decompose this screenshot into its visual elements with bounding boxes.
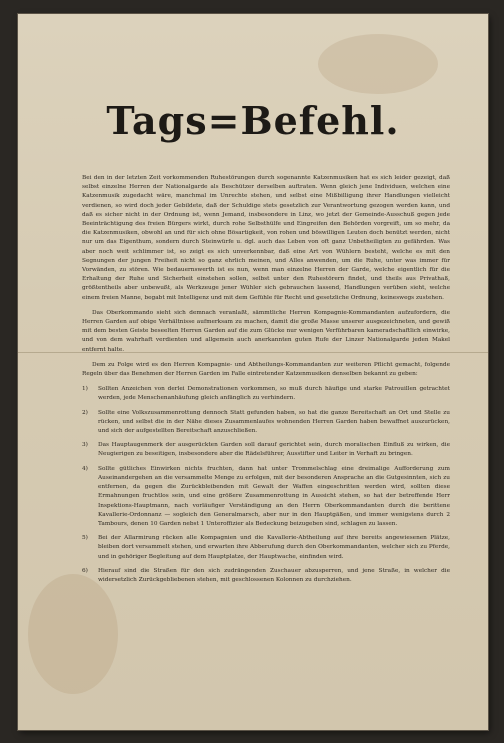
rule-item bbox=[82, 465, 450, 529]
document-sheet bbox=[18, 14, 488, 730]
paragraph-1: Bei den in der letzten Zeit vorkommenden Ruhestörungen durch sogenannte Katzenmusiken hat es sich leider gezeigt, daß selbst einzelne Herren der Nationalgarde als Beschützer derselben auftraten. Wenn gleich jene Individuen, welchen eine Katzenmusik zugedacht wäre, manchmal im Unrechte stehen, und selbst eine Mißbilligung ihrer Handlungen vielleicht verdienen, so wird doch jeder Gebildete, daß der Schuldige stets gesetzlich zur Verantwortung gezogen werden kann, und daß es sicher nicht in der Ordnung ist, wenn Jemand, insbesondere in Linz, wo jetzt der Gemeinde-Ausschuß gegen jede Beeinträchtigung des freien Bürgers wirkt, durch rohe Selbsthülfe und Eingreifen den Behörden vorgreift, um so mehr, da die Katzenmusiken, obwohl an und für sich ohne Bösartigkeit, von rohen und böswilligen Leuten doch benützt werden, nicht nur um das Eigenthum, sondern durch Steinwürfe u. dgl. auch das Leben von oft ganz Unbetheiligten zu gefährden. Was aber noch weit schlimmer ist, so zeigt es sich unverkennbar, daß eine Art von Wühlern besteht, welche es mit den Segnungen der jungen Freiheit nicht so ganz ehrlich meinen, und Alles anwenden, um die Ruhe, unter was immer für Vorwänden, zu stören. Wie bedauernswerth ist es nun, wenn man einzelne Herren der Garde, welche eigentlich für die Erhaltung der Ruhe und Sicherheit einstehen sollen, selbst unter den Ruhestörern findet, und theils aus Privathaß, größtentheils aber unbewußt, als Werkzeuge jener Wühler sich gebrauchen lassend, Handlungen verüben sieht, welche einem freien Manne, begabt mit Intelligenz und mit dem Gefühle für Recht und gesetzliche Ordnung, keineswegs zustehen. bbox=[82, 175, 450, 301]
rule-text: Sollten Anzeichen von derlei Demonstrationen vorkommen, so muß durch häufige und starke Patrouillen getrachtet werden, jede Menschenanhäufung gleich anfänglich zu verhindern. bbox=[98, 386, 450, 402]
rule-number: 4) bbox=[82, 465, 88, 472]
rule-text: Sollte gütliches Einwirken nichts fruchten, dann hat unter Trommelschlag eine dreimalige Aufforderung zum Auseinandergehen an die versammelte Menge zu erfolgen, mit der besonderen Ansprache an die Gutgesinnten, sich zu entfernen, da gegen die Zurückbleibenden mit Gewalt der Waffen eingeschritten werden wird, sollten diese Ermahnungen fruchtlos sein, und eine größere Zusammenrottung in Aussicht stehen, so hat der betreffende Herr Inspektions-Hauptmann, nach vorläufiger Verständigung an den Herrn Oberkommandanten durch die berittene Kavallerie-Ordonnanz — sogleich den Generalmarsch, aber nur in den Hauptgäßen, und immer wenigstens durch 2 Tambours, denen 10 Garden nebst 1 Unteroffizier als Bedeckung beizugeben sind, schlagen zu lassen. bbox=[98, 465, 450, 527]
rule-item bbox=[82, 409, 450, 437]
rule-text: Bei der Allarmirung rücken alle Kompagnien und die Kavallerie-Abtheilung auf ihre bereits angewiesenen Plätze, bleiben dort versammelt stehen, und erwarten ihre Abberufung durch den Oberkommandanten, welcher sich zu Pferde, und in gehöriger Begleitung auf dem Hauptplatze, der Hauptwache, einfinden wird. bbox=[98, 535, 450, 560]
paper-stain bbox=[318, 34, 438, 94]
rules-list bbox=[82, 385, 450, 585]
rule-number: 3) bbox=[82, 442, 88, 449]
document-title: Tags=Befehl. bbox=[106, 98, 400, 143]
rule-text: Hierauf sind die Straßen für den sich zudrängenden Zuschauer abzusperren, und jene Straße, in welcher die widersetzlich Zurückgebliebenen stehen, mit geschlossenen Kolonnen zu durchziehen. bbox=[98, 567, 450, 583]
rule-number: 5) bbox=[82, 535, 88, 542]
rule-number: 6) bbox=[82, 567, 88, 574]
rule-item bbox=[82, 441, 450, 459]
rule-item bbox=[82, 385, 450, 403]
rule-number: 2) bbox=[82, 409, 88, 416]
rule-item bbox=[82, 534, 450, 562]
rule-number: 1) bbox=[82, 386, 88, 393]
paragraph-3: Dem zu Folge wird es den Herren Kompagnie- und Abtheilungs-Kommandanten zur weiteren Pflicht gemacht, folgende Regeln über das Benehmen der Herren Garden im Falle eintretender Katzenmusiken denselben bekannt zu geben: bbox=[82, 361, 450, 378]
document-body bbox=[82, 174, 450, 590]
paper-stain bbox=[28, 574, 118, 694]
rule-item bbox=[82, 567, 450, 585]
rule-text: Das Hauptaugenmerk der ausgerückten Garden soll darauf gerichtet sein, durch moralischen Einfluß zu wirken, die Neugierigen zu beseitigen, insbesondere aber die Rädelsführer, Ausstifter und Leiter in Verhaft zu bringen. bbox=[98, 442, 450, 458]
paragraph-2: Das Oberkommando sieht sich demnach veranlaßt, sämmtliche Herren Kompagnie-Kommandanten aufzufordern, die Herren Garden auf obige Verhältnisse aufmerksam zu machen, damit die große Masse unserer ausgezeichneten, und gewiß mit dem besten Geiste beseelten Herren Garden auf die zum Glücke nur wenigen Verführbaren kameradschaftlich einwirke, und von dem wahrhaft verdienten und allgemein auch anerkannten guten Rufe der Linzer Nationalgarde jeden Makel entfernt halte. bbox=[82, 309, 450, 353]
rule-text: Sollte eine Volkszusammenrottung dennoch Statt gefunden haben, so hat die ganze Bereitschaft an Ort und Stelle zu rücken, und selbst die in der Nähe dieses Zusammenlaufes wohnenden Herren Garden haben bewaffnet auszurücken, und sich der aufgestellten Bereitschaft anzuschließen. bbox=[98, 409, 450, 435]
